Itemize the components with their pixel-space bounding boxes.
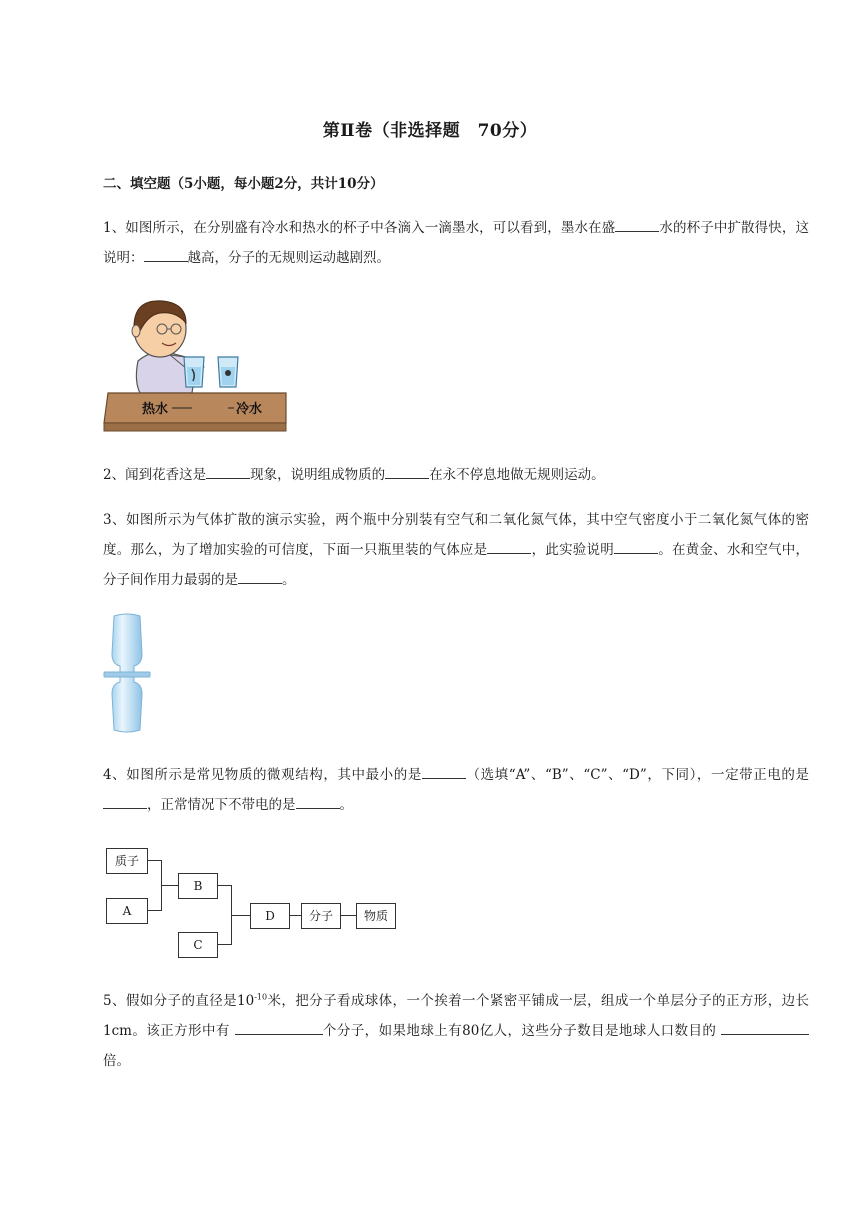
diffusion-cups-illustration (100, 293, 292, 435)
q1-text-b: 水的杯子中扩散得快，这说明： (103, 220, 809, 266)
question-5 (103, 986, 809, 1076)
q3-text-c: 。在黄金、水和空气中，分子间作用力最弱的是 (103, 542, 810, 588)
q1-blank-2 (144, 246, 188, 262)
connector (147, 910, 161, 911)
q3-blank-2 (614, 538, 658, 554)
q5-text-d: 倍。 (103, 1053, 130, 1069)
q4-text-b: （选填“A”、“B”、“C”、“D”，下同），一定带正电的是 (465, 767, 809, 783)
q5-text-b: 米，把分子看成球体，一个挨着一个紧密平铺成一层，组成一个单层分子的正方形，边长1cm。该正方形中有 (103, 993, 809, 1039)
connector (289, 915, 301, 916)
connector (161, 885, 178, 886)
a-box: A (106, 898, 148, 924)
connector (217, 885, 231, 886)
proton-box: 质子 (106, 848, 148, 874)
q5-exponent: -10 (254, 992, 268, 1002)
c-box: C (178, 932, 218, 958)
connector (147, 860, 161, 861)
q3-text-b: ，此实验说明 (531, 542, 614, 558)
q5-text-a: 5、假如分子的直径是10 (103, 993, 255, 1009)
matter-box: 物质 (356, 903, 396, 929)
q2-text-b: 现象，说明组成物质的 (250, 467, 386, 483)
connector (340, 915, 356, 916)
q4-blank-3 (296, 793, 340, 809)
hot-water-label: 热水 (142, 402, 169, 417)
q5-blank-2 (721, 1019, 809, 1035)
q3-blank-3 (238, 568, 282, 584)
q5-text-c: 个分子，如果地球上有80亿人，这些分子数目是地球人口数目的 (322, 1023, 717, 1039)
q1-blank-1 (615, 216, 659, 232)
question-3 (103, 505, 809, 595)
q1-text-a: 1、如图所示，在分别盛有冷水和热水的杯子中各滴入一滴墨水，可以看到，墨水在盛 (103, 220, 616, 236)
q2-blank-1 (206, 463, 250, 479)
q4-text-a: 4、如图所示是常见物质的微观结构，其中最小的是 (103, 767, 422, 783)
q2-blank-2 (385, 463, 429, 479)
b-box: B (178, 873, 218, 899)
q3-blank-1 (487, 538, 531, 554)
connector (231, 915, 250, 916)
q3-text-d: 。 (282, 572, 296, 588)
q2-text-c: 在永不停息地做无规则运动。 (429, 467, 605, 483)
section-title: 二、填空题（5小题，每小题2分，共计10分） (103, 176, 384, 192)
q4-blank-2 (103, 793, 147, 809)
q4-text-d: 。 (339, 797, 353, 813)
q3-text-a: 3、如图所示为气体扩散的演示实验，两个瓶中分别装有空气和二氧化氮气体，其中空气密度小于二氧化氮气体的密度。那么，为了增加实验的可信度，下面一只瓶里装的气体应是 (103, 512, 809, 558)
gas-bottles-illustration (100, 612, 154, 736)
question-1 (103, 213, 809, 273)
question-4 (103, 760, 809, 820)
page-title: 第Ⅱ卷（非选择题 70分） (322, 121, 538, 141)
matter-structure-diagram (104, 846, 404, 958)
q5-blank-1 (235, 1019, 323, 1035)
q4-blank-1 (422, 763, 466, 779)
q1-text-c: 越高，分子的无规则运动越剧烈。 (187, 250, 390, 266)
question-2 (103, 460, 809, 490)
d-box: D (250, 903, 290, 929)
q2-text-a: 2、闻到花香这是 (103, 467, 207, 483)
connector (217, 944, 231, 945)
cold-water-label: 冷水 (236, 402, 263, 417)
molecule-box: 分子 (301, 903, 341, 929)
q4-text-c: ，正常情况下不带电的是 (147, 797, 296, 813)
